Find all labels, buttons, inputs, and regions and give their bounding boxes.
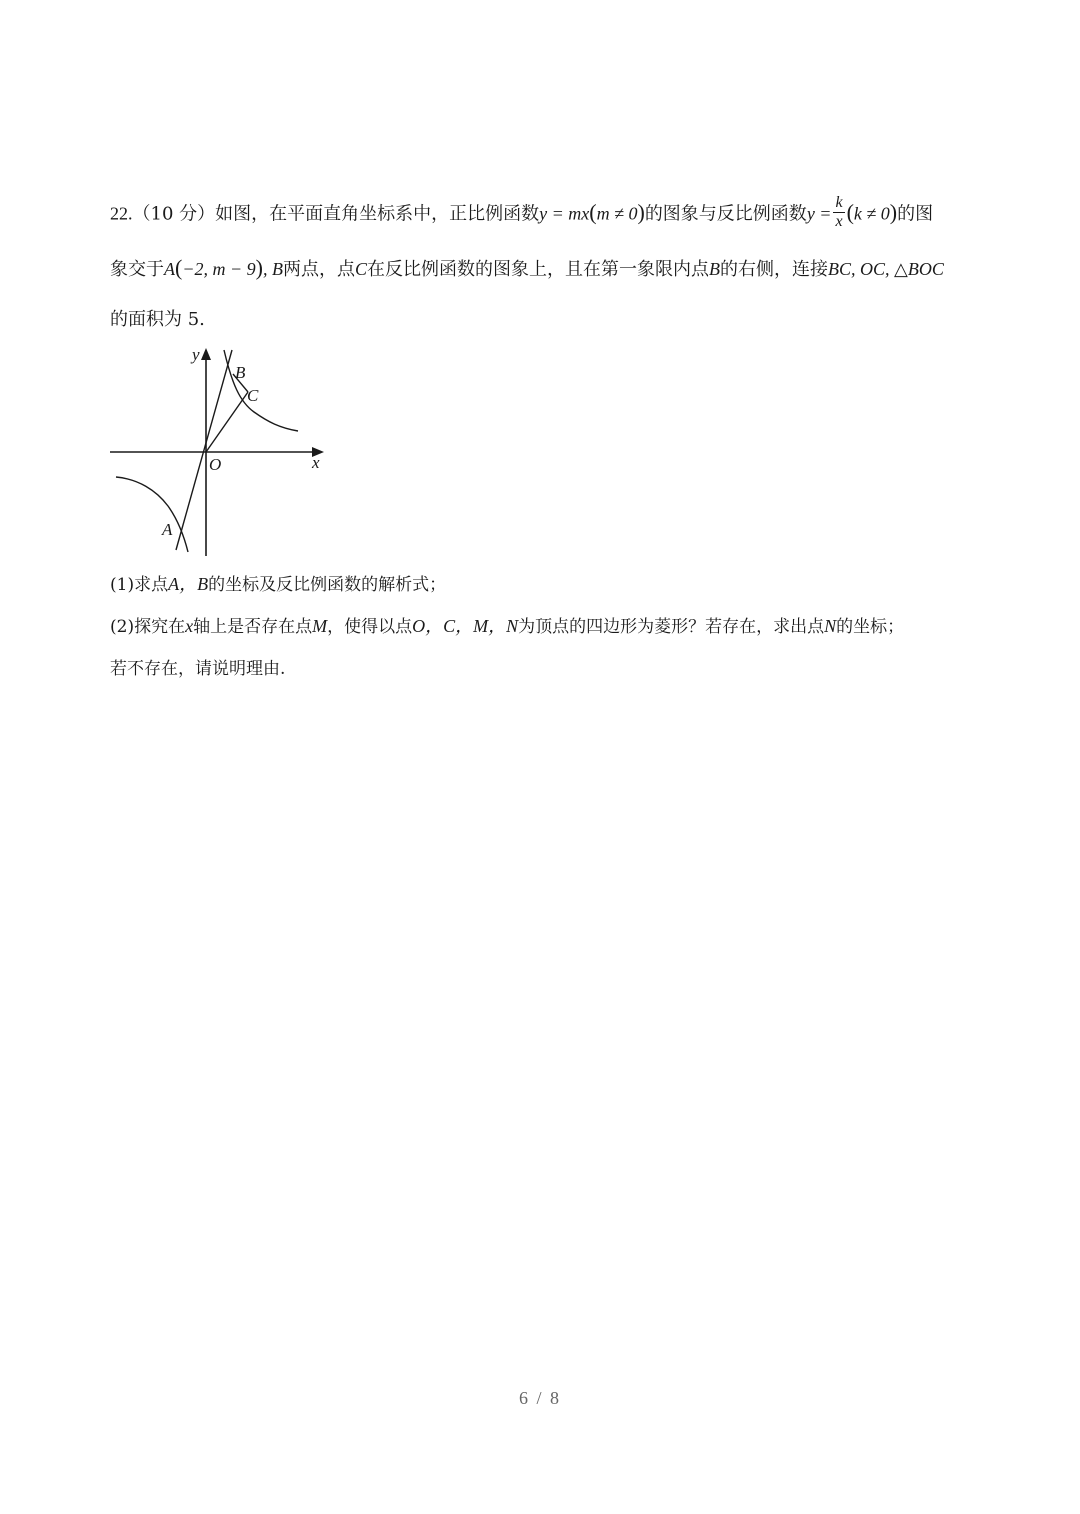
coordinate-figure	[108, 344, 328, 560]
label-point-a: A	[162, 520, 173, 539]
question-2-text: 为顶点的四边形为菱形？若存在，求出点	[518, 617, 825, 637]
problem-text: 两点，点	[282, 259, 355, 280]
problem-text: 的图	[897, 203, 934, 225]
point-b-label-2: B	[708, 259, 720, 279]
question-2-text: ，使得以点	[327, 617, 413, 637]
linear-function-line	[176, 350, 232, 550]
question-2-axis: x	[185, 616, 194, 636]
question-2-continued: 若不存在，请说明理由.	[110, 659, 286, 679]
question-1-prefix: (1)求点	[110, 575, 169, 595]
fraction-numerator: k	[835, 194, 843, 211]
question-2-point-n: N	[824, 616, 837, 636]
point-b-label: , B	[262, 259, 283, 279]
problem-line-3: 的面积为 5.	[110, 309, 205, 330]
question-2-text: 的坐标；	[836, 617, 905, 637]
math-linear-function: y = mx	[539, 203, 590, 224]
point-c-label: C	[354, 259, 367, 279]
problem-number: 22.	[110, 203, 133, 224]
label-point-c: C	[247, 386, 259, 405]
problem-line-2: 象交于A(−2, m − 9), B两点，点C在反比例函数的图象上，且在第一象限内点B的右侧，连接BC, OC, △BOC	[110, 255, 944, 280]
problem-text: 的图象与反比例函数	[644, 203, 807, 225]
question-1	[110, 571, 446, 598]
problem-line-1: 22.（10 分）如图，在平面直角坐标系中，正比例函数y = mx(m ≠ 0)的图象与反比例函数y = $\frac{k}{x}$ (k ≠ 0)的图	[110, 194, 934, 230]
problem-score: （10 分）	[132, 203, 216, 225]
problem-text: 如图，在平面直角坐标系中，正比例函数	[215, 203, 540, 225]
math-fraction-k-over-x	[833, 194, 844, 231]
label-x: x	[312, 453, 320, 472]
point-a-coords: −2, m − 9	[182, 259, 256, 279]
question-1-points: A，B	[168, 574, 209, 594]
fraction-denominator: x	[835, 213, 843, 230]
page-indicator: 6 / 8	[518, 1388, 561, 1408]
label-y: y	[192, 345, 200, 364]
question-2-text: 轴上是否存在点	[193, 617, 313, 637]
problem-text: 象交于	[110, 259, 164, 280]
problem-text: 的右侧，连接	[719, 259, 828, 280]
question-1-text: 的坐标及反比例函数的解析式；	[208, 575, 447, 595]
y-axis-arrow-icon	[201, 348, 211, 360]
point-a-label: A	[164, 259, 175, 279]
math-condition-k: k ≠ 0	[853, 203, 890, 224]
question-2-point-m: M	[312, 616, 328, 636]
hyperbola-branch-q3	[116, 477, 188, 552]
math-condition-m: m ≠ 0	[596, 203, 638, 224]
label-point-b: B	[235, 363, 246, 382]
problem-text: 在反比例函数的图象上，且在第一象限内点	[366, 259, 709, 280]
segments-label: BC, OC,	[827, 259, 894, 279]
question-2	[110, 613, 904, 640]
triangle-label: △BOC	[893, 259, 944, 279]
label-origin: O	[209, 455, 222, 474]
question-2-points: O，C，M，N	[412, 616, 519, 636]
question-2-prefix: (2)探究在	[110, 617, 186, 637]
math-inverse-lhs: y =	[806, 203, 832, 224]
